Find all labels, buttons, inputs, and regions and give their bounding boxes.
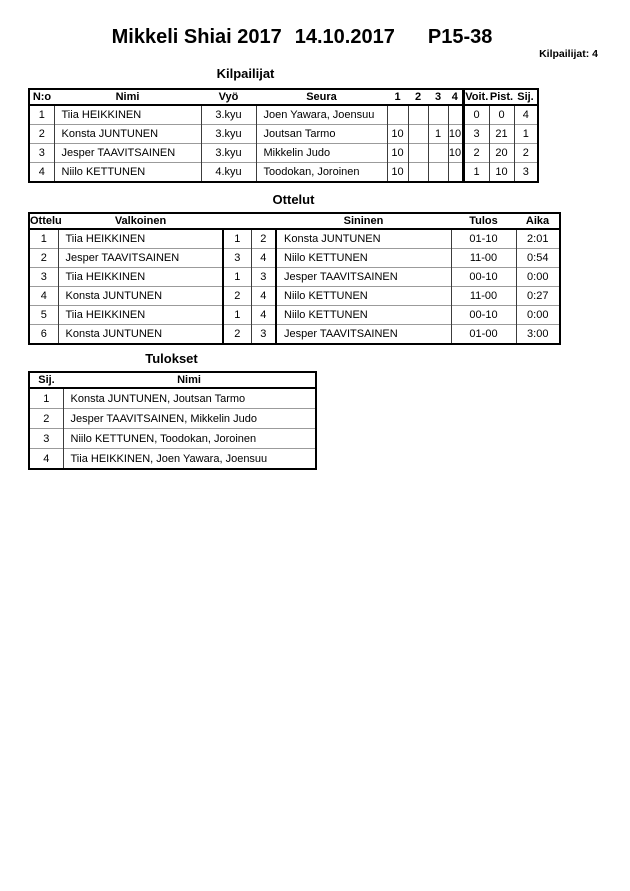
table-row xyxy=(29,268,560,287)
blue-number-cell: 4 xyxy=(251,249,276,268)
title-event: Mikkeli Shiai 2017 xyxy=(111,26,282,48)
round-1-cell xyxy=(387,105,408,125)
match-no-cell: 1 xyxy=(29,229,58,249)
col-header-ottelu: Ottelu xyxy=(30,215,62,227)
col-header-nimi: Nimi xyxy=(63,372,316,388)
white-number-cell: 1 xyxy=(223,306,251,325)
blue-name-cell: Konsta JUNTUNEN xyxy=(276,229,451,249)
match-no-cell: 5 xyxy=(29,306,58,325)
standings-header-row xyxy=(29,372,316,388)
col-header-sij: Sij. xyxy=(514,89,538,105)
col-header-pist: Pist. xyxy=(489,91,514,103)
title-category: P15-38 xyxy=(427,26,493,48)
competitors-count: Kilpailijat: 4 xyxy=(539,48,598,60)
time-cell: 3:00 xyxy=(516,325,560,345)
table-row xyxy=(29,325,560,345)
points-cell: 10 xyxy=(489,163,514,183)
points-cell: 20 xyxy=(489,144,514,163)
blue-name-cell: Jesper TAAVITSAINEN xyxy=(276,325,451,345)
competitors-table xyxy=(28,88,539,183)
name-club-cell: Jesper TAAVITSAINEN, Mikkelin Judo xyxy=(63,409,316,429)
blue-number-cell: 2 xyxy=(251,229,276,249)
white-number-cell: 2 xyxy=(223,325,251,345)
time-cell: 2:01 xyxy=(516,229,560,249)
table-row xyxy=(29,229,560,249)
belt-cell: 3.kyu xyxy=(201,144,256,163)
score-cell: 11-00 xyxy=(451,249,516,268)
table-row xyxy=(29,388,316,409)
col-header-vyo: Vyö xyxy=(201,89,256,105)
col-header-round-4: 4 xyxy=(448,89,463,105)
round-3-cell xyxy=(428,163,448,183)
match-no-cell: 3 xyxy=(29,268,58,287)
blue-name-cell: Niilo KETTUNEN xyxy=(276,306,451,325)
table-row xyxy=(29,306,560,325)
section-heading-ottelut: Ottelut xyxy=(272,192,315,207)
blue-number-cell: 4 xyxy=(251,287,276,306)
competitors-header-row xyxy=(29,89,538,105)
matches-table xyxy=(28,212,561,345)
white-name-cell: Konsta JUNTUNEN xyxy=(58,287,223,306)
table-row xyxy=(29,144,538,163)
no-cell: 1 xyxy=(29,105,54,125)
white-name-cell: Jesper TAAVITSAINEN xyxy=(58,249,223,268)
table-row xyxy=(29,249,560,268)
col-header-valkoinen: Valkoinen xyxy=(58,213,223,229)
wins-cell: 2 xyxy=(463,144,489,163)
round-2-cell xyxy=(408,105,428,125)
blue-name-cell: Niilo KETTUNEN xyxy=(276,249,451,268)
points-cell: 0 xyxy=(489,105,514,125)
table-row xyxy=(29,163,538,183)
place-cell: 4 xyxy=(29,449,63,470)
name-club-cell: Tiia HEIKKINEN, Joen Yawara, Joensuu xyxy=(63,449,316,470)
place-cell: 3 xyxy=(514,163,538,183)
table-row xyxy=(29,449,316,470)
no-cell: 4 xyxy=(29,163,54,183)
name-cell: Konsta JUNTUNEN xyxy=(54,125,201,144)
round-2-cell xyxy=(408,144,428,163)
round-1-cell: 10 xyxy=(387,144,408,163)
col-header-no: N:o xyxy=(29,89,54,105)
section-heading-tulokset: Tulokset xyxy=(145,351,198,366)
white-name-cell: Tiia HEIKKINEN xyxy=(58,268,223,287)
no-cell: 2 xyxy=(29,125,54,144)
match-no-cell: 4 xyxy=(29,287,58,306)
round-2-cell xyxy=(408,163,428,183)
score-cell: 11-00 xyxy=(451,287,516,306)
score-cell: 00-10 xyxy=(451,306,516,325)
no-cell: 3 xyxy=(29,144,54,163)
blue-name-cell: Niilo KETTUNEN xyxy=(276,287,451,306)
white-name-cell: Tiia HEIKKINEN xyxy=(58,306,223,325)
name-club-cell: Konsta JUNTUNEN, Joutsan Tarmo xyxy=(63,388,316,409)
table-row xyxy=(29,105,538,125)
belt-cell: 3.kyu xyxy=(201,125,256,144)
standings-table xyxy=(28,371,317,470)
white-number-cell: 1 xyxy=(223,268,251,287)
table-row xyxy=(29,429,316,449)
time-cell: 0:00 xyxy=(516,306,560,325)
blue-number-cell: 4 xyxy=(251,306,276,325)
col-header-round-1: 1 xyxy=(387,89,408,105)
page-title xyxy=(0,26,604,49)
round-1-cell: 10 xyxy=(387,125,408,144)
place-cell: 1 xyxy=(514,125,538,144)
col-header-round-3: 3 xyxy=(428,89,448,105)
wins-cell: 0 xyxy=(463,105,489,125)
club-cell: Toodokan, Joroinen xyxy=(256,163,387,183)
round-2-cell xyxy=(408,125,428,144)
score-cell: 01-10 xyxy=(451,229,516,249)
time-cell: 0:54 xyxy=(516,249,560,268)
col-header-white-number xyxy=(223,213,251,229)
score-cell: 01-00 xyxy=(451,325,516,345)
time-cell: 0:00 xyxy=(516,268,560,287)
col-header-tulos: Tulos xyxy=(451,213,516,229)
wins-cell: 3 xyxy=(463,125,489,144)
col-header-round-2: 2 xyxy=(408,89,428,105)
col-header-sininen: Sininen xyxy=(276,213,451,229)
col-header-seura: Seura xyxy=(256,89,387,105)
col-header-sij: Sij. xyxy=(29,372,63,388)
name-club-cell: Niilo KETTUNEN, Toodokan, Joroinen xyxy=(63,429,316,449)
club-cell: Joutsan Tarmo xyxy=(256,125,387,144)
match-no-cell: 2 xyxy=(29,249,58,268)
place-cell: 3 xyxy=(29,429,63,449)
matches-header-row xyxy=(29,213,560,229)
wins-cell: 1 xyxy=(463,163,489,183)
place-cell: 2 xyxy=(514,144,538,163)
place-cell: 1 xyxy=(29,388,63,409)
table-row xyxy=(29,125,538,144)
col-header-nimi: Nimi xyxy=(54,89,201,105)
club-cell: Mikkelin Judo xyxy=(256,144,387,163)
round-4-cell: 10 xyxy=(448,144,463,163)
section-heading-kilpailijat: Kilpailijat xyxy=(216,66,275,81)
round-4-cell xyxy=(448,163,463,183)
white-number-cell: 1 xyxy=(223,229,251,249)
round-4-cell xyxy=(448,105,463,125)
name-cell: Niilo KETTUNEN xyxy=(54,163,201,183)
points-cell: 21 xyxy=(489,125,514,144)
white-number-cell: 3 xyxy=(223,249,251,268)
round-3-cell xyxy=(428,105,448,125)
col-header-voit: Voit. xyxy=(463,89,489,105)
place-cell: 2 xyxy=(29,409,63,429)
match-no-cell: 6 xyxy=(29,325,58,345)
name-cell: Jesper TAAVITSAINEN xyxy=(54,144,201,163)
col-header-blue-number xyxy=(251,213,276,229)
round-3-cell: 1 xyxy=(428,125,448,144)
club-cell: Joen Yawara, Joensuu xyxy=(256,105,387,125)
blue-number-cell: 3 xyxy=(251,268,276,287)
round-4-cell: 10 xyxy=(448,125,463,144)
title-date: 14.10.2017 xyxy=(294,26,395,48)
belt-cell: 3.kyu xyxy=(201,105,256,125)
round-1-cell: 10 xyxy=(387,163,408,183)
table-row xyxy=(29,409,316,429)
place-cell: 4 xyxy=(514,105,538,125)
round-3-cell xyxy=(428,144,448,163)
col-header-aika: Aika xyxy=(516,213,560,229)
belt-cell: 4.kyu xyxy=(201,163,256,183)
table-row xyxy=(29,287,560,306)
blue-number-cell: 3 xyxy=(251,325,276,345)
name-cell: Tiia HEIKKINEN xyxy=(54,105,201,125)
score-cell: 00-10 xyxy=(451,268,516,287)
white-name-cell: Konsta JUNTUNEN xyxy=(58,325,223,345)
white-number-cell: 2 xyxy=(223,287,251,306)
blue-name-cell: Jesper TAAVITSAINEN xyxy=(276,268,451,287)
time-cell: 0:27 xyxy=(516,287,560,306)
white-name-cell: Tiia HEIKKINEN xyxy=(58,229,223,249)
